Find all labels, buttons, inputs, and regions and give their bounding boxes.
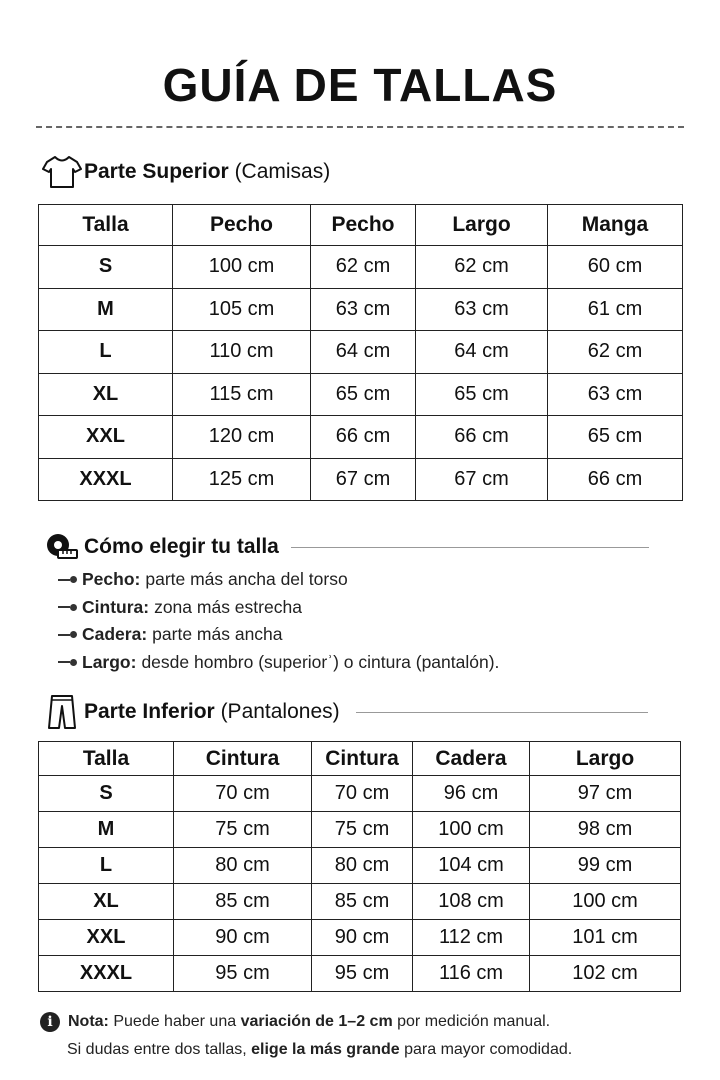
column-header: Talla [39,205,173,246]
table-row [39,288,683,331]
list-item-term: Cadera: [82,624,148,645]
table-row [39,956,681,992]
size-cell: M [39,812,174,848]
list-item-term: Pecho: [82,569,141,590]
table-cell: 96 cm [413,776,530,812]
table-cell: 104 cm [413,848,530,884]
table-row [39,812,681,848]
table-header-row [39,742,681,776]
section-header-howto [40,527,649,567]
table-cell: 100 cm [413,812,530,848]
note-box [40,1008,690,1064]
size-table-bottom [38,741,681,992]
list-item-desc: parte más ancha [152,624,283,645]
table-cell: 75 cm [312,812,413,848]
section-title-top: Parte Superior [84,160,229,183]
note-text: por medición manual. [397,1013,551,1030]
size-cell: S [39,246,173,289]
table-cell: 112 cm [413,920,530,956]
list-item [58,621,499,649]
table-cell: 125 cm [173,458,311,501]
table-header-row [39,205,683,246]
table-cell: 98 cm [530,812,681,848]
table-cell: 62 cm [416,246,548,289]
section-header-bottom [40,692,648,732]
column-header: Pecho [311,205,416,246]
table-cell: 63 cm [416,288,548,331]
note-emphasis: elige la más grande [251,1041,400,1058]
table-cell: 120 cm [173,416,311,459]
section-subtitle-top: (Camisas) [234,160,331,183]
section-header-top [40,152,330,192]
table-cell: 102 cm [530,956,681,992]
note-text: Puede haber una [113,1013,237,1030]
table-row [39,246,683,289]
table-cell: 80 cm [312,848,413,884]
list-item [58,594,499,622]
table-cell: 62 cm [311,246,416,289]
note-text: para mayor comodidad. [404,1041,573,1058]
table-cell: 65 cm [548,416,683,459]
table-cell: 90 cm [174,920,312,956]
table-cell: 70 cm [174,776,312,812]
table-cell: 64 cm [311,331,416,374]
section-rule [356,712,648,713]
table-row [39,373,683,416]
note-emphasis: variación de 1–2 cm [240,1013,393,1030]
column-header: Pecho [173,205,311,246]
table-cell: 65 cm [311,373,416,416]
column-header: Talla [39,742,174,776]
column-header: Cintura [312,742,413,776]
table-cell: 95 cm [312,956,413,992]
table-cell: 80 cm [174,848,312,884]
measuring-tape-icon [40,527,84,567]
list-item-desc: parte más ancha del torso [145,569,348,590]
column-header: Cintura [174,742,312,776]
list-item [58,566,499,594]
list-item-desc: desde hombro (superiorʾ) o cintura (pantalón). [141,651,500,672]
table-cell: 105 cm [173,288,311,331]
table-cell: 66 cm [311,416,416,459]
section-subtitle-bottom: (Pantalones) [220,700,340,723]
column-header: Largo [416,205,548,246]
table-cell: 67 cm [311,458,416,501]
table-cell: 64 cm [416,331,548,374]
table-row [39,884,681,920]
table-row [39,416,683,459]
table-cell: 63 cm [311,288,416,331]
size-cell: XL [39,373,173,416]
table-cell: 62 cm [548,331,683,374]
list-item-term: Largo: [82,651,137,672]
table-cell: 75 cm [174,812,312,848]
size-cell: XXL [39,920,174,956]
table-cell: 85 cm [174,884,312,920]
size-cell: XXL [39,416,173,459]
pants-icon [40,692,84,732]
table-cell: 101 cm [530,920,681,956]
size-cell: XL [39,884,174,920]
table-cell: 63 cm [548,373,683,416]
table-row [39,458,683,501]
table-row [39,848,681,884]
table-cell: 99 cm [530,848,681,884]
info-icon: i [40,1012,60,1032]
table-cell: 100 cm [530,884,681,920]
howto-list [58,566,499,676]
howto-heading: Cómo elegir tu talla [84,535,279,558]
size-table-top [38,204,683,501]
note-label: Nota: [68,1013,109,1030]
size-cell: S [39,776,174,812]
list-item-desc: zona más estrecha [154,596,302,617]
bullet-arrow-icon [58,576,82,583]
table-row [39,920,681,956]
dashed-divider [36,126,684,128]
table-cell: 90 cm [312,920,413,956]
size-cell: L [39,848,174,884]
note-text: Si dudas entre dos tallas, [67,1041,247,1058]
tshirt-icon [40,152,84,192]
column-header: Manga [548,205,683,246]
table-cell: 60 cm [548,246,683,289]
column-header: Largo [530,742,681,776]
table-row [39,331,683,374]
table-cell: 95 cm [174,956,312,992]
size-cell: XXXL [39,458,173,501]
section-title-bottom: Parte Inferior [84,700,215,723]
table-cell: 116 cm [413,956,530,992]
table-cell: 97 cm [530,776,681,812]
table-cell: 66 cm [548,458,683,501]
table-cell: 115 cm [173,373,311,416]
size-cell: M [39,288,173,331]
table-cell: 100 cm [173,246,311,289]
bullet-arrow-icon [58,659,82,666]
note-line-2 [40,1036,690,1064]
note-line-1 [40,1008,690,1036]
table-cell: 67 cm [416,458,548,501]
page-title: GUÍA DE TALLAS [162,59,558,111]
column-header: Cadera [413,742,530,776]
table-cell: 70 cm [312,776,413,812]
size-cell: L [39,331,173,374]
size-cell: XXXL [39,956,174,992]
bullet-arrow-icon [58,604,82,611]
bullet-arrow-icon [58,631,82,638]
table-cell: 110 cm [173,331,311,374]
table-cell: 66 cm [416,416,548,459]
table-cell: 61 cm [548,288,683,331]
list-item [58,649,499,677]
table-row [39,776,681,812]
table-cell: 108 cm [413,884,530,920]
list-item-term: Cintura: [82,596,150,617]
table-cell: 65 cm [416,373,548,416]
table-cell: 85 cm [312,884,413,920]
section-rule [291,547,649,548]
